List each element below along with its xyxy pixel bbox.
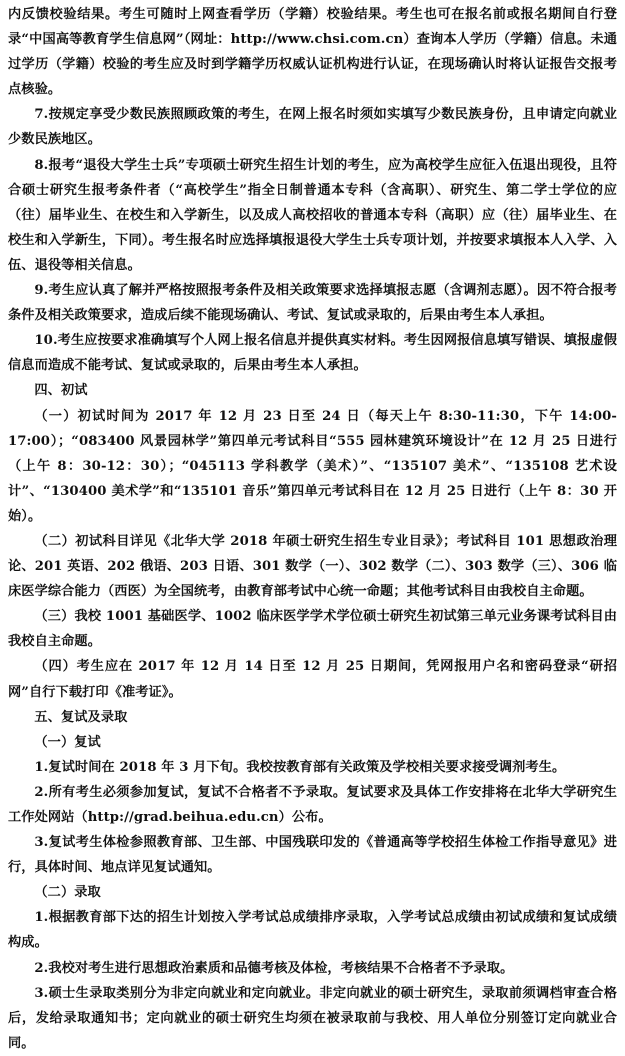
paragraph-13: 2.所有考生必须参加复试，复试不合格者不予录取。复试要求及具体工作安排将在北华大学研究生工作处网站（http://grad.beihua.edu.cn）公布。 [8,784,617,825]
paragraph-7: （二）初试科目详见《北华大学 2018 年硕士研究生招生专业目录》；考试科目 101 思想政治理论、201 英语、202 俄语、203 日语、301 数学（一）、302 数学（二）、303 数学（三）、306 临床医学综合能力（西医）为全国统考，由教育部考试中心统一命题；其他考试科目由我校自主命题。 [8,533,617,600]
paragraph-17: 2.我校对考生进行思想政治素质和品德考核及体检，考核结果不合格者不予录取。 [34,960,514,976]
paragraph-3: 9.考生应认真了解并严格按照报考条件及相关政策要求选择填报志愿（含调剂志愿）。因不符合报考条件及相关政策要求，造成后续不能现场确认、考试、复试或录取的，后果由考生本人承担。 [8,283,617,324]
paragraph-9: （四）考生应在 2017 年 12 月 14 日至 12 月 25 日期间，凭网报用户名和密码登录“研招网”自行下载打印《准考证》。 [8,659,617,700]
subsection-heading-admission: （二）录取 [34,885,101,901]
paragraph-18: 3.硕士生录取类别分为非定向就业和定向就业。非定向就业的硕士研究生，录取前须调档审查合格后，发给录取通知书；定向就业的硕士研究生均须在被录取前与我校、用人单位分别签订定向就业合同。 [8,985,617,1051]
paragraph-0: 内反馈校验结果。考生可随时上网查看学历（学籍）校验结果。考生也可在报名前或报名期间自行登录“中国高等教育学生信息网”（网址：http://www.chsi.com.cn）查询本人学历（学籍）信息。未通过学历（学籍）校验的考生应及时到学籍学历权威认证机构进行认证，在现场确认时将认证报告交报考点核验。 [8,7,617,98]
subsection-heading-retest: （一）复试 [34,734,101,750]
paragraph-12: 1.复试时间在 2018 年 3 月下旬。我校按教育部有关政策及学校相关要求接受调剂考生。 [34,759,566,775]
section-heading-4: 四、初试 [34,383,88,399]
document-body [8,2,617,1056]
paragraph-8: （三）我校 1001 基础医学、1002 临床医学学术学位硕士研究生初试第三单元业务课考试科目由我校自主命题。 [8,609,617,650]
paragraph-14: 3.复试考生体检参照教育部、卫生部、中国残联印发的《普通高等学校招生体检工作指导意见》进行，具体时间、地点详见复试通知。 [8,835,617,876]
paragraph-1: 7.按规定享受少数民族照顾政策的考生，在网上报名时须如实填写少数民族身份，且申请定向就业少数民族地区。 [8,107,617,148]
paragraph-4: 10.考生应按要求准确填写个人网上报名信息并提供真实材料。考生因网报信息填写错误、填报虚假信息而造成不能考试、复试或录取的，后果由考生本人承担。 [8,333,617,374]
paragraph-6: （一）初试时间为 2017 年 12 月 23 日至 24 日（每天上午 8:30-11:30，下午 14:00-17:00）；“083400 风景园林学”第四单元考试科目“555 园林建筑环境设计”在 12 月 25 日进行（上午 8：30-12：30）；“045113 学科教学（美术）”、“135107 美术”、“135108 艺术设计”、“130400 美术学”和“135101 音乐”第四单元考试科目在 12 月 25 日进行（上午 8：30 开始）。 [8,408,617,524]
paragraph-2: 8.报考“退役大学生士兵”专项硕士研究生招生计划的考生，应为高校学生应征入伍退出现役，且符合硕士研究生报考条件者（“高校学生”指全日制普通本专科（含高职）、研究生、第二学士学位的应（往）届毕业生、在校生和入学新生，以及成人高校招收的普通本专科（高职）应（往）届毕业生、在校生和入学新生，下同）。考生报名时应选择填报退役大学生士兵专项计划，并按要求填报本人入学、入伍、退役等相关信息。 [8,157,617,273]
section-heading-5: 五、复试及录取 [34,709,128,725]
paragraph-16: 1.根据教育部下达的招生计划按入学考试总成绩排序录取，入学考试总成绩由初试成绩和复试成绩构成。 [8,910,617,951]
